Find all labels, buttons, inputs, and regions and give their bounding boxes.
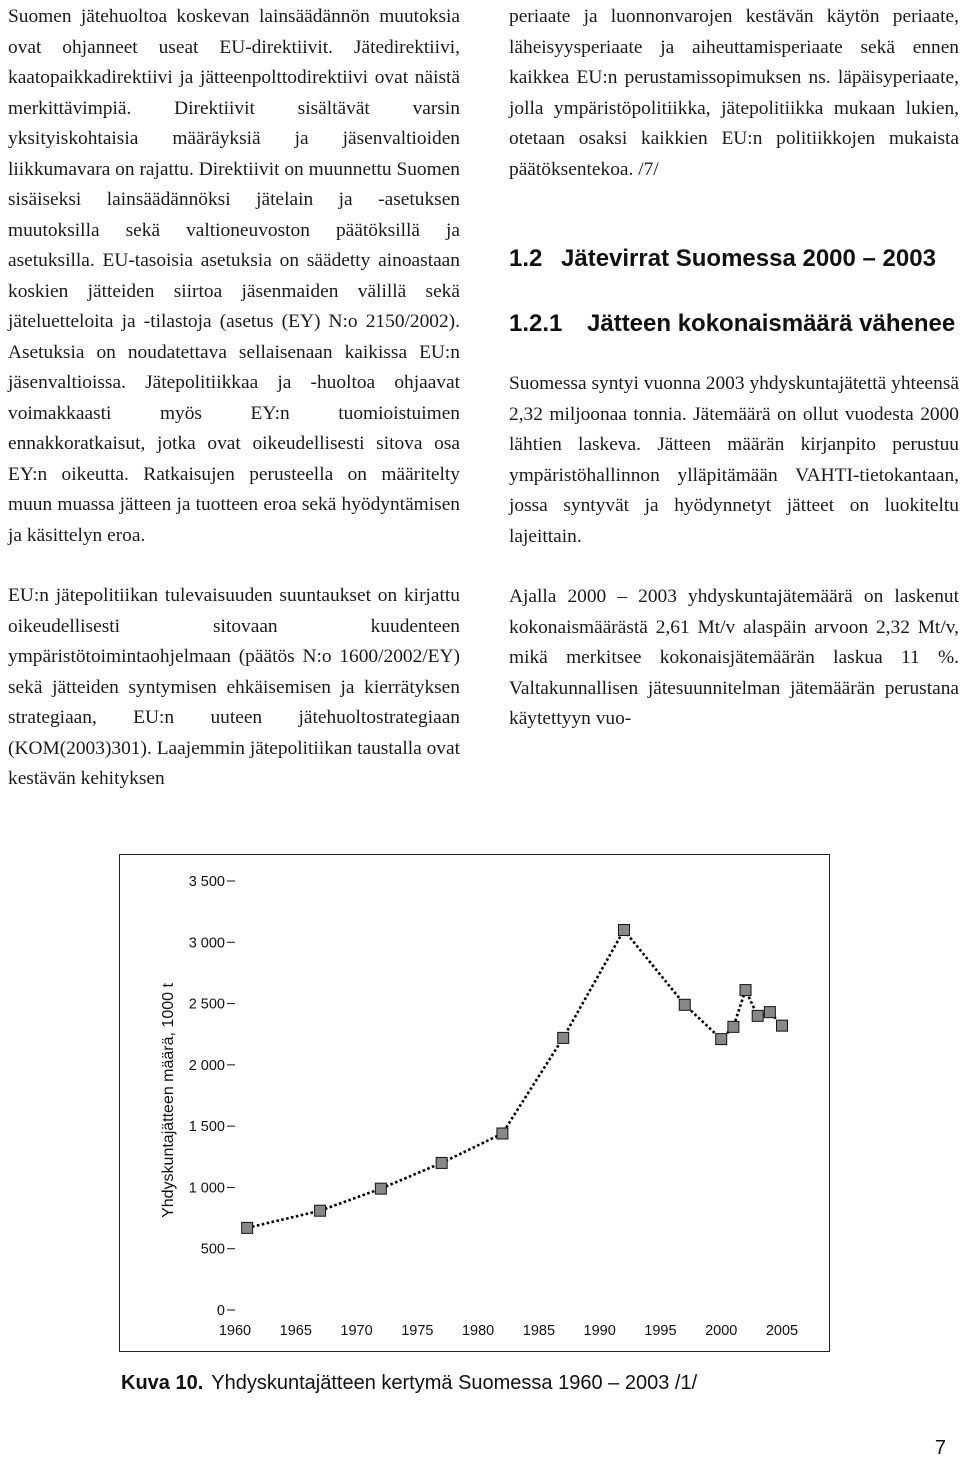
body-paragraph: Suomen jätehuoltoa koskevan lainsäädännön muutoksia ovat ohjanneet useat EU-direktiivit. Jätedirektiivi, kaatopaikkadirektiivi ja jätteenpolttodirektiivi ovat näistä merkittävimpiä. Direktiivit sisältävät varsin yksityiskohtaisia määräyksiä ja jäsenvaltioiden liikkumavara on rajattu. Direktiivit on muunnettu Suomen sisäiseksi lainsäädännöksi jätelain ja -asetuksen muutoksilla sekä valtioneuvoston päätöksillä ja asetuksilla. EU-tasoisia asetuksia on säädetty ainoastaan koskien jätteiden siirtoa jäsenmaiden välillä sekä jäteluetteloita ja -tilastoja (asetus (EY) N:o 2150/2002). Asetuksia on noudatettava sellaisenaan kaikissa EU:n jäsenvaltioissa. Jätepolitiikkaa ja -huoltoa ohjaavat voimakkaasti myös EY:n tuomioistuimen ennakkoratkaisut, jotka ovat oikeudellisesti sitova osa EY:n oikeutta. Ratkaisujen perusteella on määritelty muun muassa jätteen ja tuotteen eroa sekä hyödyntämisen ja käsittelyn eroa. <box>8 6 460 546</box>
section-number: 1.2 <box>509 245 543 272</box>
data-point <box>497 1128 508 1139</box>
body-paragraph: Ajalla 2000 – 2003 yhdyskuntajätemäärä on laskenut kokonaismäärästä 2,61 Mt/v alaspäin arvoon 2,32 Mt/v, mikä merkitsee kokonaisjätemäärän laskua 11 %. Valtakunnallisen jätesuunnitelman jätemäärän perustana käytettyyn vuo- <box>509 586 959 729</box>
data-point <box>436 1157 447 1168</box>
x-tick-label: 1990 <box>583 1323 616 1339</box>
data-point <box>375 1183 386 1194</box>
y-tick-label: 2 000 <box>188 1057 225 1074</box>
data-point <box>752 1010 763 1021</box>
caption-text: Yhdyskuntajätteen kertymä Suomessa 1960 – 2003 /1/ <box>211 1372 698 1394</box>
data-point <box>740 985 751 996</box>
y-tick-label: 3 500 <box>188 874 225 890</box>
page-number: 7 <box>934 1437 946 1459</box>
data-point <box>618 925 629 936</box>
data-point <box>558 1032 569 1043</box>
x-tick-label: 1985 <box>522 1323 556 1339</box>
body-paragraph: periaate ja luonnonvarojen kestävän käytön periaate, läheisyysperiaate ja aiheuttamisperiaate sekä ennen kaikkea EU:n perustamissopimuksen ns. läpäisyperiaate, jolla ympäristöpolitiikka, jätepolitiikka mukaan lukien, otetaan osaksi kaikkien EU:n politiikkojen mukaista päätöksentekoa. /7/ <box>509 6 959 180</box>
waste-chart <box>120 855 828 1350</box>
right-column <box>509 2 959 735</box>
data-point <box>679 999 690 1010</box>
x-tick-label: 2005 <box>765 1323 799 1339</box>
data-point <box>716 1034 727 1045</box>
caption-label: Kuva 10. <box>121 1372 204 1394</box>
x-tick-label: 1995 <box>644 1323 677 1339</box>
section-heading <box>509 243 959 274</box>
x-tick-label: 1970 <box>340 1323 373 1339</box>
data-point <box>777 1020 788 1031</box>
x-tick-label: 1975 <box>401 1323 434 1339</box>
x-tick-label: 1960 <box>218 1323 252 1339</box>
series-line <box>247 930 782 1228</box>
x-tick-label: 1965 <box>279 1323 312 1339</box>
y-tick-label: 3 000 <box>188 935 225 952</box>
body-paragraph: EU:n jätepolitiikan tulevaisuuden suuntaukset on kirjattu oikeudellisesti sitovaan kuudenteen ympäristötoimintaohjelmaan (päätös N:o 1600/2002/EY) sekä jätteiden syntymisen ehkäisemisen ja kierrätyksen strategiaan, EU:n uuteen jätehuoltostrategiaan (KOM(2003)301). Laajemmin jätepolitiikan taustalla ovat kestävän kehityksen <box>8 585 460 789</box>
body-paragraph: Suomessa syntyi vuonna 2003 yhdyskuntajätettä yhteensä 2,32 miljoonaa tonnia. Jätemäärä on ollut vuodesta 2000 lähtien laskeva. Jätteen määrän kirjanpito perustuu ympäristöhallinnon ylläpitämään VAHTI-tietokantaan, jossa syntyvät ja hyödynnetyt jätteet on luokiteltu lajeittain. <box>509 373 959 547</box>
y-tick-label: 1 500 <box>188 1119 225 1136</box>
subsection-heading <box>509 308 959 339</box>
y-tick-label: 500 <box>200 1241 225 1258</box>
x-tick-label: 1980 <box>461 1323 495 1339</box>
subsection-title: Jätteen kokonaismäärä vähenee <box>587 310 956 337</box>
section-title: Jätevirrat Suomessa 2000 – 2003 <box>561 245 936 272</box>
data-point <box>728 1021 739 1032</box>
x-tick-label: 2000 <box>705 1323 738 1339</box>
y-axis-label: Yhdyskuntajätteen määrä, 1000 t <box>160 983 177 1218</box>
y-tick-label: 1 000 <box>188 1180 225 1197</box>
data-point <box>764 1007 775 1018</box>
left-column <box>8 2 460 795</box>
chart-frame <box>119 854 830 1352</box>
data-point <box>315 1205 326 1216</box>
y-tick-label: 0 <box>216 1303 225 1319</box>
figure-caption <box>121 1372 697 1395</box>
subsection-number: 1.2.1 <box>509 310 563 337</box>
y-tick-label: 2 500 <box>188 996 225 1013</box>
data-point <box>242 1222 253 1233</box>
